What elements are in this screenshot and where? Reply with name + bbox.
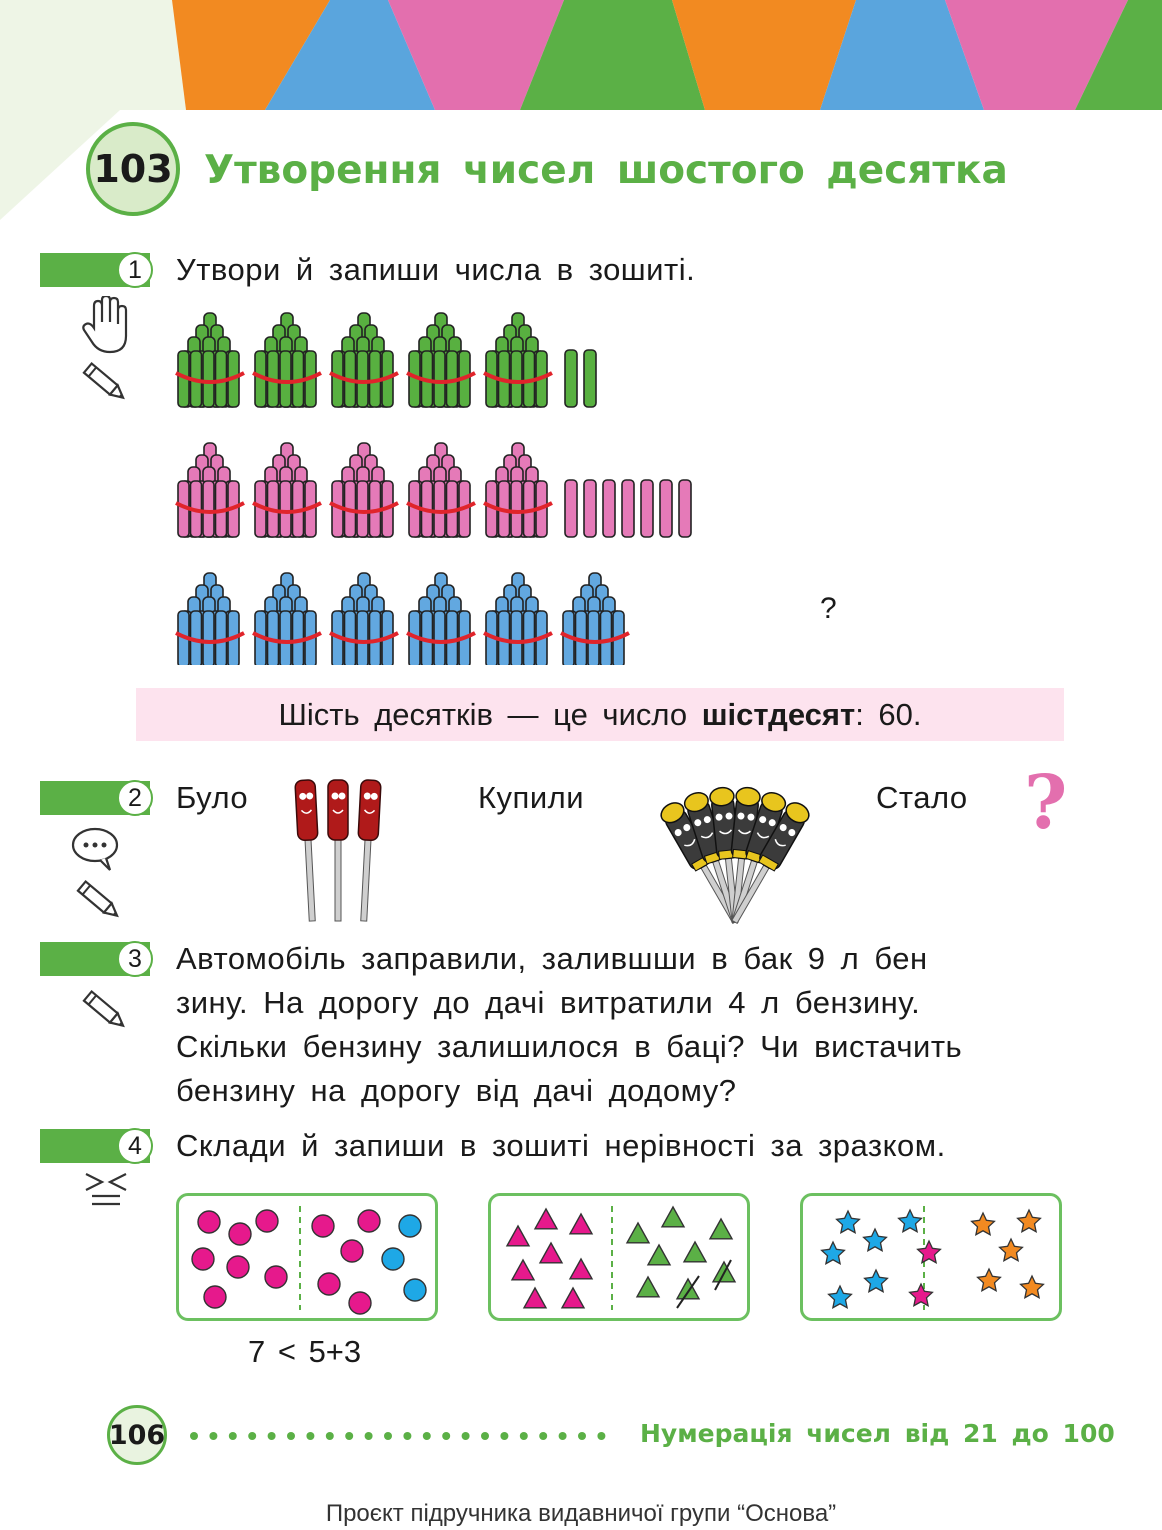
triangle-shape	[540, 1243, 562, 1263]
stick-bundle	[330, 443, 398, 537]
footer-dot	[287, 1432, 295, 1440]
footer-dot	[597, 1432, 605, 1440]
task-1-number: 1	[117, 252, 153, 288]
triangle-shape	[684, 1242, 706, 1262]
stick-bundle	[484, 573, 552, 665]
pencil-icon	[78, 358, 130, 408]
inequality-icon	[82, 1170, 130, 1210]
footer-dot	[190, 1432, 198, 1440]
star-shape	[837, 1211, 860, 1233]
circle-shape	[341, 1240, 363, 1262]
stick-bundle	[176, 443, 244, 537]
footer-dot	[306, 1432, 314, 1440]
circle-shape	[312, 1215, 334, 1237]
stick-bundle	[407, 313, 475, 407]
single-stick	[584, 350, 596, 407]
footer-dot	[268, 1432, 276, 1440]
circle-shape	[204, 1286, 226, 1308]
single-stick	[622, 480, 634, 537]
stick-bundle	[176, 313, 244, 407]
single-stick	[641, 480, 653, 537]
triangle-shape	[507, 1226, 529, 1246]
footer-dot	[539, 1432, 547, 1440]
footer-dot	[559, 1432, 567, 1440]
single-stick	[603, 480, 615, 537]
star-shape	[1018, 1210, 1041, 1232]
stick-bundle	[407, 573, 475, 665]
footer-dot	[229, 1432, 237, 1440]
star-shape	[910, 1284, 933, 1306]
footer-dot	[442, 1432, 450, 1440]
triangle-shape	[524, 1288, 546, 1308]
stick-bundles	[170, 305, 730, 665]
pencil-icon	[78, 986, 130, 1036]
star-shape	[829, 1286, 852, 1308]
stick-bundle	[253, 443, 321, 537]
circle-shape	[256, 1210, 278, 1232]
rule-box	[136, 688, 1064, 741]
triangles-figure	[491, 1196, 747, 1318]
task-2-label-became: Стало	[876, 780, 968, 815]
task-3-line-1: Автомобіль заправили, залившши в бак 9 л бен	[176, 941, 928, 976]
task-4-text: Склади й запиши в зошиті нерівності за зразком.	[176, 1128, 946, 1163]
footer-dot	[326, 1432, 334, 1440]
footer-dot	[520, 1432, 528, 1440]
task-2-number: 2	[117, 780, 153, 816]
task-2-label-bought: Купили	[478, 780, 585, 815]
circle-shape	[265, 1266, 287, 1288]
task-3-line-2: зину. На дорогу до дачі витратили 4 л бензину.	[176, 985, 921, 1020]
circle-shape	[192, 1248, 214, 1270]
single-stick	[584, 480, 596, 537]
task-1-text: Утвори й запиши числа в зошиті.	[176, 252, 696, 287]
triangle-shape	[710, 1219, 732, 1239]
stick-bundle	[176, 573, 244, 665]
triangle-shape	[562, 1288, 584, 1308]
stick-bundle	[484, 313, 552, 407]
star-shape	[865, 1270, 888, 1292]
triangle-shape	[637, 1277, 659, 1297]
footer-dot	[209, 1432, 217, 1440]
footer-credit: Проєкт підручника видавничої групи “Основа”	[325, 1500, 837, 1527]
speech-bubble-icon	[70, 826, 120, 872]
task-4-example: 7 < 5+3	[248, 1334, 362, 1369]
task-3-line-4: бензину на дорогу від дачі додому?	[176, 1073, 737, 1108]
star-shape	[972, 1213, 995, 1235]
single-stick	[565, 480, 577, 537]
triangle-shape	[570, 1214, 592, 1234]
stick-bundle	[561, 573, 629, 665]
star-shape	[822, 1242, 845, 1264]
circle-shape	[227, 1256, 249, 1278]
stick-bundle	[253, 573, 321, 665]
stars-figure	[803, 1196, 1059, 1318]
footer-dot	[462, 1432, 470, 1440]
shape-box-stars	[800, 1193, 1062, 1321]
task-1-question-mark: ?	[820, 592, 837, 625]
shape-box-triangles	[488, 1193, 750, 1321]
circles-figure	[179, 1196, 435, 1318]
star-shape	[978, 1269, 1001, 1291]
star-shape	[899, 1210, 922, 1232]
footer-dot	[423, 1432, 431, 1440]
circle-shape	[229, 1223, 251, 1245]
footer-dot	[578, 1432, 586, 1440]
page-number: 106	[107, 1405, 167, 1465]
single-stick	[660, 480, 672, 537]
rule-text-bold: шістдесят	[701, 697, 856, 732]
task-4-number: 4	[117, 1128, 153, 1164]
circle-shape	[349, 1292, 371, 1314]
footer-dots	[188, 1424, 628, 1448]
circle-shape	[198, 1211, 220, 1233]
yellow-screwdrivers	[630, 776, 840, 926]
star-shape	[1021, 1276, 1044, 1298]
triangle-shape	[627, 1223, 649, 1243]
star-shape	[1000, 1239, 1023, 1261]
rule-text-after: : 60.	[855, 697, 922, 732]
stick-bundle	[330, 313, 398, 407]
triangle-shape	[662, 1207, 684, 1227]
circle-shape	[404, 1279, 426, 1301]
footer-dot	[500, 1432, 508, 1440]
red-screwdriver	[354, 780, 381, 922]
circle-shape	[358, 1210, 380, 1232]
circle-shape	[318, 1273, 340, 1295]
stick-bundle	[253, 313, 321, 407]
star-shape	[864, 1229, 887, 1251]
stick-bundle	[330, 573, 398, 665]
footer-dot	[345, 1432, 353, 1440]
single-stick	[679, 480, 691, 537]
stick-bundle	[407, 443, 475, 537]
top-banner	[0, 0, 1162, 110]
hand-icon	[80, 296, 130, 356]
task-3-line-3: Скільки бензину залишилося в баці? Чи вистачить	[176, 1029, 963, 1064]
footer-dot	[248, 1432, 256, 1440]
task-2-question-mark: ?	[1024, 760, 1068, 846]
footer-section: Нумерація чисел від 21 до 100	[640, 1419, 1115, 1448]
pencil-icon	[72, 876, 124, 926]
task-3-number: 3	[117, 941, 153, 977]
triangle-shape	[512, 1260, 534, 1280]
lesson-number: 103	[86, 122, 180, 216]
star-shape	[918, 1241, 941, 1263]
task-2-label-was: Було	[176, 780, 249, 815]
shape-box-circles	[176, 1193, 438, 1321]
circle-shape	[382, 1248, 404, 1270]
triangle-shape	[648, 1245, 670, 1265]
footer-dot	[384, 1432, 392, 1440]
footer-dot	[481, 1432, 489, 1440]
red-screwdriver	[295, 780, 322, 922]
circle-shape	[399, 1215, 421, 1237]
red-screwdrivers	[288, 776, 384, 926]
triangle-shape	[570, 1259, 592, 1279]
footer-dot	[365, 1432, 373, 1440]
triangle-shape	[535, 1209, 557, 1229]
red-screwdriver	[328, 780, 348, 921]
single-stick	[565, 350, 577, 407]
lesson-title: Утворення чисел шостого десятка	[204, 148, 1008, 193]
rule-text-before: Шість десятків — це число	[278, 697, 702, 732]
footer-dot	[403, 1432, 411, 1440]
stick-bundle	[484, 443, 552, 537]
